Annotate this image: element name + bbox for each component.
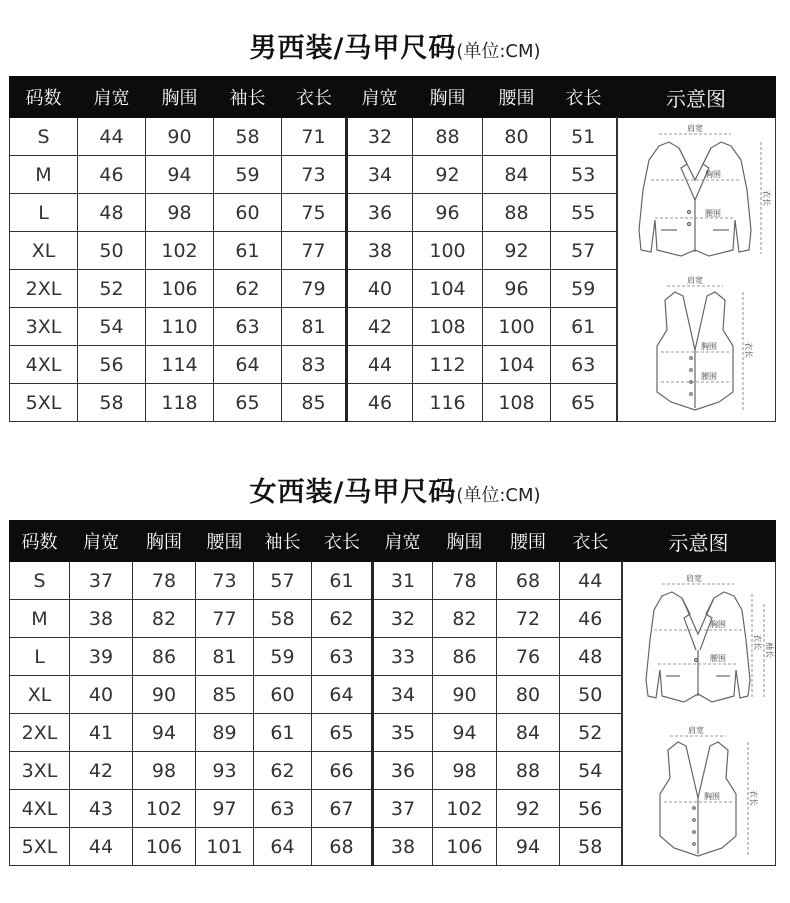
women-size-value: 89 [196,714,254,752]
women-size-label: 5XL [10,828,70,866]
men-size-value: 65 [551,384,617,422]
men-size-value: 44 [347,346,413,384]
women-size-value: 84 [497,714,560,752]
women-size-value: 94 [433,714,497,752]
women-size-value: 43 [70,790,133,828]
women-size-value: 64 [312,676,373,714]
women-size-value: 39 [70,638,133,676]
men-size-value: 46 [347,384,413,422]
women-size-value: 38 [373,828,433,866]
vest-shoulder-label: 肩宽 [687,275,704,285]
men-size-label: M [10,156,78,194]
men-header-cell: 胸围 [146,77,214,118]
women-header-diagram: 示意图 [622,521,776,562]
women-size-value: 42 [70,752,133,790]
men-size-value: 52 [78,270,146,308]
women-size-value: 32 [373,600,433,638]
women-size-value: 63 [254,790,312,828]
women-size-value: 106 [133,828,196,866]
women-size-value: 78 [433,562,497,600]
women-size-value: 61 [254,714,312,752]
women-size-value: 77 [196,600,254,638]
women-size-value: 50 [560,676,622,714]
men-size-value: 114 [146,346,214,384]
women-header-cell: 腰围 [196,521,254,562]
women-size-value: 93 [196,752,254,790]
men-size-value: 61 [551,308,617,346]
men-size-value: 59 [551,270,617,308]
women-size-value: 60 [254,676,312,714]
women-size-value: 52 [560,714,622,752]
men-size-value: 100 [413,232,483,270]
jacket-length-label: 衣长 [762,189,772,206]
men-title-unit: (单位:CM) [456,41,541,62]
men-size-value: 90 [146,118,214,156]
men-header-cell: 袖长 [214,77,282,118]
women-size-value: 98 [433,752,497,790]
women-size-value: 35 [373,714,433,752]
women-size-value: 68 [497,562,560,600]
men-size-value: 96 [483,270,551,308]
men-size-value: 40 [347,270,413,308]
women-size-value: 102 [133,790,196,828]
men-header-cell: 肩宽 [347,77,413,118]
women-size-table [9,520,776,866]
men-size-value: 54 [78,308,146,346]
women-size-label: 4XL [10,790,70,828]
men-size-value: 64 [214,346,282,384]
women-header-cell: 码数 [10,521,70,562]
women-size-value: 66 [312,752,373,790]
women-size-value: 33 [373,638,433,676]
men-size-value: 94 [146,156,214,194]
men-size-label: 3XL [10,308,78,346]
men-size-row [10,118,776,156]
women-size-value: 90 [433,676,497,714]
men-size-value: 57 [551,232,617,270]
men-size-value: 36 [347,194,413,232]
men-size-value: 58 [78,384,146,422]
women-size-value: 94 [133,714,196,752]
women-size-value: 106 [433,828,497,866]
women-size-value: 58 [254,600,312,638]
women-jacket-waist-label: 腰围 [709,653,726,663]
men-size-value: 100 [483,308,551,346]
men-size-value: 53 [551,156,617,194]
women-size-value: 68 [312,828,373,866]
women-size-value: 67 [312,790,373,828]
men-size-value: 85 [282,384,347,422]
women-size-value: 86 [433,638,497,676]
men-header-cell: 衣长 [551,77,617,118]
men-size-value: 71 [282,118,347,156]
men-size-title [0,26,790,65]
women-vest-outline-icon [660,742,736,856]
women-jacket-length-label: 衣长 [752,633,762,650]
women-size-value: 90 [133,676,196,714]
men-size-value: 75 [282,194,347,232]
men-size-value: 46 [78,156,146,194]
women-size-label: L [10,638,70,676]
women-size-value: 37 [373,790,433,828]
women-jacket-chest-label: 胸围 [709,619,726,629]
women-size-value: 41 [70,714,133,752]
women-size-value: 98 [133,752,196,790]
men-size-value: 81 [282,308,347,346]
men-size-value: 106 [146,270,214,308]
women-size-value: 81 [196,638,254,676]
women-size-value: 34 [373,676,433,714]
women-size-value: 86 [133,638,196,676]
men-size-value: 42 [347,308,413,346]
women-header-cell: 衣长 [560,521,622,562]
women-header-cell: 肩宽 [373,521,433,562]
women-title-unit: (单位:CM) [456,485,541,506]
men-size-value: 61 [214,232,282,270]
women-size-value: 82 [133,600,196,638]
men-size-value: 88 [483,194,551,232]
women-header-cell: 胸围 [433,521,497,562]
women-garment-diagram [626,564,772,864]
women-size-value: 44 [70,828,133,866]
women-size-label: 2XL [10,714,70,752]
women-size-value: 85 [196,676,254,714]
jacket-outline-icon [639,142,751,256]
women-size-label: 3XL [10,752,70,790]
women-size-value: 80 [497,676,560,714]
men-title-text: 男西装/马甲尺码 [249,33,457,64]
women-size-value: 31 [373,562,433,600]
women-jacket-outline-icon [646,592,750,702]
women-size-title [0,470,790,509]
men-header-cell: 胸围 [413,77,483,118]
men-size-value: 60 [214,194,282,232]
women-jacket-shoulder-label: 肩宽 [685,573,702,583]
men-size-value: 34 [347,156,413,194]
men-size-label: L [10,194,78,232]
women-jacket-sleeve-label: 袖长 [764,641,774,658]
women-size-value: 65 [312,714,373,752]
women-size-label: S [10,562,70,600]
women-size-value: 38 [70,600,133,638]
vest-outline-icon [657,292,733,410]
men-size-value: 92 [413,156,483,194]
women-diagram-cell [622,562,776,866]
men-size-value: 84 [483,156,551,194]
men-size-value: 112 [413,346,483,384]
women-size-value: 48 [560,638,622,676]
men-size-value: 80 [483,118,551,156]
men-header-row [10,77,776,118]
men-diagram-cell [617,118,776,422]
men-header-cell: 码数 [10,77,78,118]
men-header-cell: 衣长 [282,77,347,118]
women-size-value: 62 [254,752,312,790]
men-size-value: 83 [282,346,347,384]
women-size-value: 72 [497,600,560,638]
women-size-row [10,562,776,600]
women-size-value: 64 [254,828,312,866]
women-size-value: 101 [196,828,254,866]
women-size-value: 63 [312,638,373,676]
women-header-row [10,521,776,562]
men-size-value: 79 [282,270,347,308]
jacket-waist-label: 腰围 [705,208,722,218]
men-size-value: 98 [146,194,214,232]
women-size-value: 94 [497,828,560,866]
men-size-value: 104 [413,270,483,308]
men-size-value: 58 [214,118,282,156]
women-size-value: 76 [497,638,560,676]
women-size-label: M [10,600,70,638]
men-size-value: 50 [78,232,146,270]
men-size-label: S [10,118,78,156]
men-size-value: 63 [551,346,617,384]
women-size-label: XL [10,676,70,714]
men-size-value: 96 [413,194,483,232]
vest-length-label: 衣长 [744,341,754,358]
men-size-label: 2XL [10,270,78,308]
men-size-value: 44 [78,118,146,156]
men-header-cell: 腰围 [483,77,551,118]
women-size-value: 92 [497,790,560,828]
women-vest-length-label: 衣长 [748,789,758,806]
women-size-value: 73 [196,562,254,600]
women-header-cell: 衣长 [312,521,373,562]
men-size-value: 59 [214,156,282,194]
men-size-table [9,76,776,422]
women-size-value: 44 [560,562,622,600]
women-title-text: 女西装/马甲尺码 [249,477,457,508]
men-size-value: 48 [78,194,146,232]
men-size-value: 63 [214,308,282,346]
men-header-cell: 肩宽 [78,77,146,118]
men-size-value: 65 [214,384,282,422]
jacket-shoulder-label: 肩宽 [687,123,704,133]
women-header-cell: 胸围 [133,521,196,562]
women-size-value: 102 [433,790,497,828]
vest-chest-label: 胸围 [701,341,718,351]
jacket-chest-label: 胸围 [705,169,722,179]
men-size-value: 38 [347,232,413,270]
men-header-diagram: 示意图 [617,77,776,118]
men-garment-diagram [621,120,771,420]
women-vest-shoulder-label: 肩宽 [687,725,704,735]
men-size-value: 118 [146,384,214,422]
women-size-value: 97 [196,790,254,828]
men-size-label: 4XL [10,346,78,384]
men-size-value: 108 [483,384,551,422]
men-size-value: 110 [146,308,214,346]
women-size-value: 61 [312,562,373,600]
women-size-value: 46 [560,600,622,638]
men-size-value: 116 [413,384,483,422]
women-size-value: 40 [70,676,133,714]
women-size-value: 62 [312,600,373,638]
women-size-value: 78 [133,562,196,600]
men-size-value: 51 [551,118,617,156]
women-size-value: 59 [254,638,312,676]
women-header-cell: 腰围 [497,521,560,562]
women-size-value: 82 [433,600,497,638]
men-size-value: 108 [413,308,483,346]
women-header-cell: 袖长 [254,521,312,562]
vest-waist-label: 腰围 [701,371,718,381]
women-size-value: 58 [560,828,622,866]
women-header-cell: 肩宽 [70,521,133,562]
women-size-value: 54 [560,752,622,790]
men-size-value: 102 [146,232,214,270]
women-size-value: 56 [560,790,622,828]
men-size-value: 56 [78,346,146,384]
women-vest-chest-label: 胸围 [703,791,720,801]
men-size-value: 55 [551,194,617,232]
women-size-value: 88 [497,752,560,790]
men-size-value: 77 [282,232,347,270]
men-size-value: 88 [413,118,483,156]
women-size-value: 57 [254,562,312,600]
women-size-value: 37 [70,562,133,600]
men-size-value: 104 [483,346,551,384]
men-size-label: 5XL [10,384,78,422]
men-size-value: 62 [214,270,282,308]
women-size-value: 36 [373,752,433,790]
men-size-value: 32 [347,118,413,156]
men-size-label: XL [10,232,78,270]
men-size-value: 92 [483,232,551,270]
men-size-value: 73 [282,156,347,194]
